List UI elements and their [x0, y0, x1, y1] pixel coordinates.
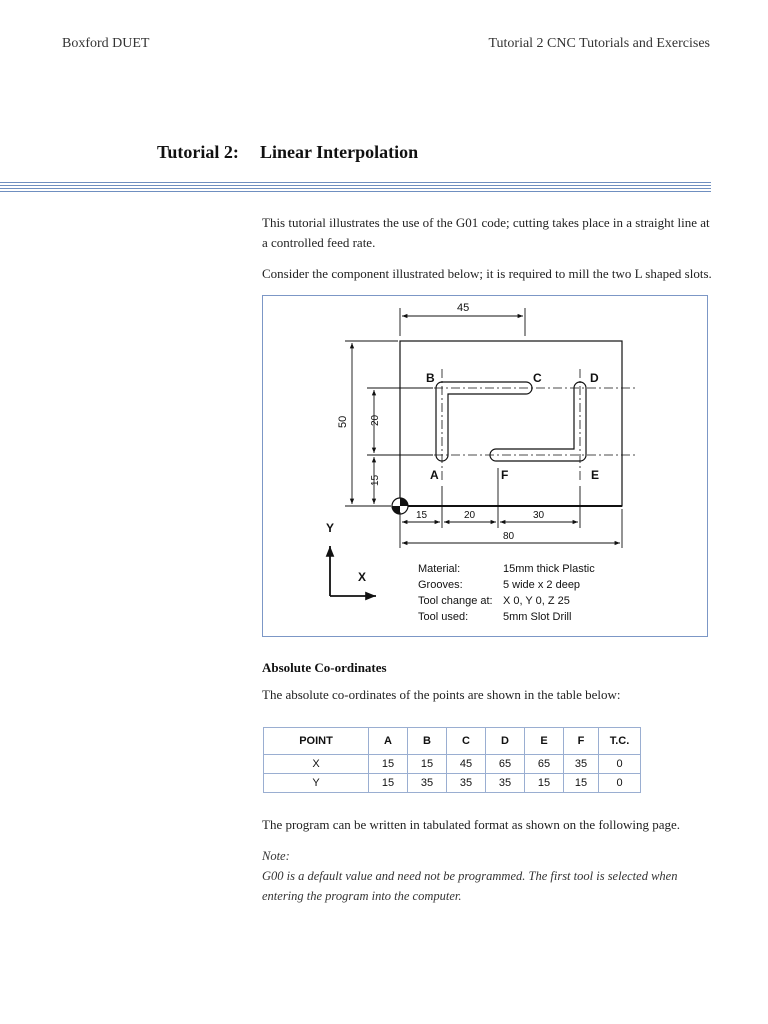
spec-label: Grooves:	[418, 579, 463, 591]
title-rule	[0, 182, 711, 194]
point-label-c: C	[533, 371, 542, 385]
page-title	[157, 142, 418, 163]
point-label-e: E	[591, 468, 600, 482]
table-header: POINT	[264, 728, 369, 755]
table-header: D	[486, 728, 525, 755]
dim-20-horizontal: 20	[464, 510, 476, 521]
title-text: Linear Interpolation	[260, 142, 419, 162]
coordinates-table	[263, 727, 641, 793]
table-row	[264, 755, 641, 774]
table-header: C	[447, 728, 486, 755]
after-table-paragraph: The program can be written in tabulated format as shown on the following page.	[262, 817, 681, 832]
header-right: Tutorial 2 CNC Tutorials and Exercises	[488, 36, 710, 51]
table-header: T.C.	[599, 728, 641, 755]
title-number: Tutorial 2:	[157, 142, 239, 162]
table-header: E	[525, 728, 564, 755]
intro-paragraph-1: This tutorial illustrates the use of the G01 code; cutting takes place in a straight line at a controlled feed rate.	[262, 215, 710, 250]
spec-value: X 0, Y 0, Z 25	[503, 595, 570, 607]
table-cell: 65	[486, 755, 525, 774]
axis-label-y: Y	[326, 521, 335, 535]
point-label-f: F	[501, 468, 509, 482]
table-header: F	[564, 728, 599, 755]
table-header: A	[369, 728, 408, 755]
dim-15-horizontal: 15	[416, 510, 428, 521]
table-cell: 35	[408, 774, 447, 793]
table-cell: 15	[564, 774, 599, 793]
spec-value: 15mm thick Plastic	[503, 563, 595, 575]
point-label-d: D	[590, 371, 599, 385]
table-cell: 35	[486, 774, 525, 793]
note-text: G00 is a default value and need not be programmed. The first tool is selected when entering the program into the computer.	[262, 869, 678, 903]
dim-20: 20	[370, 414, 381, 426]
datum-icon	[392, 498, 408, 514]
component-drawing	[262, 295, 708, 637]
dim-45: 45	[457, 302, 470, 314]
note-label: Note:	[262, 849, 290, 863]
table-cell: 45	[447, 755, 486, 774]
axis-icon	[330, 546, 376, 596]
spec-label: Tool change at:	[418, 595, 493, 607]
section-heading: Absolute Co-ordinates	[262, 660, 387, 675]
spec-value: 5 wide x 2 deep	[503, 579, 581, 591]
dim-30: 30	[533, 510, 545, 521]
table-cell: 15	[408, 755, 447, 774]
dim-50: 50	[337, 415, 349, 428]
spec-label: Tool used:	[418, 611, 469, 623]
table-cell: 0	[599, 774, 641, 793]
dim-15-vertical: 15	[370, 474, 381, 486]
spec-value: 5mm Slot Drill	[503, 611, 572, 623]
point-label-a: A	[430, 468, 439, 482]
table-cell: X	[264, 755, 369, 774]
header-left: Boxford DUET	[62, 36, 150, 51]
axis-label-x: X	[358, 570, 367, 584]
note-block	[262, 846, 722, 906]
table-row	[264, 774, 641, 793]
table-cell: 35	[447, 774, 486, 793]
table-cell: Y	[264, 774, 369, 793]
table-header: B	[408, 728, 447, 755]
intro-paragraph-2: Consider the component illustrated below; it is required to mill the two L shaped slots.	[262, 266, 712, 281]
section-paragraph: The absolute co-ordinates of the points are shown in the table below:	[262, 687, 621, 702]
table-header-row	[264, 728, 641, 755]
spec-list	[418, 563, 595, 623]
table-cell: 35	[564, 755, 599, 774]
point-label-b: B	[426, 371, 435, 385]
table-cell: 65	[525, 755, 564, 774]
table-cell: 15	[369, 755, 408, 774]
table-cell: 0	[599, 755, 641, 774]
dim-80: 80	[503, 531, 515, 542]
table-cell: 15	[369, 774, 408, 793]
spec-label: Material:	[418, 563, 461, 575]
table-cell: 15	[525, 774, 564, 793]
